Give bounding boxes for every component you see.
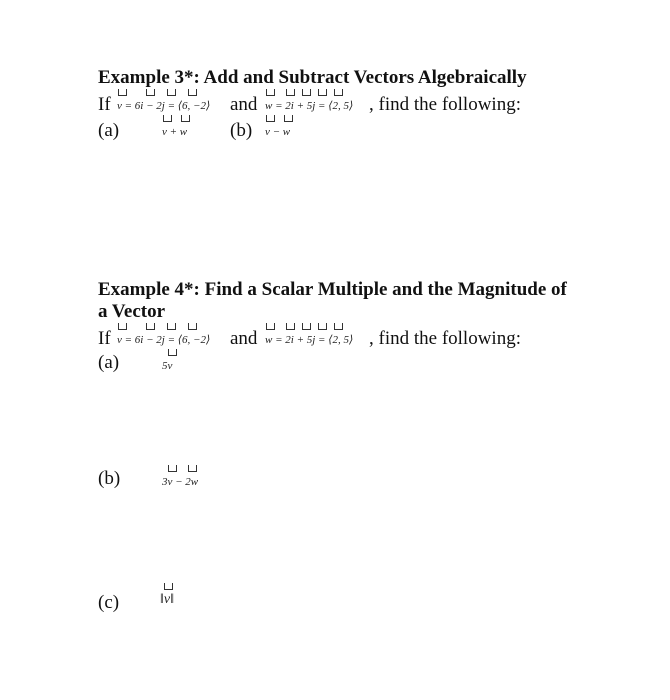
example3-part-b-label: (b): [230, 120, 253, 141]
vector-arrow-placeholders: [117, 323, 198, 330]
example4-if-label: If: [98, 328, 111, 349]
example4-and-label: and: [230, 328, 258, 349]
v-definition-text: v = 6i − 2j = ⟨6, −2⟩: [117, 334, 211, 346]
part-a-expression-text: 5v: [162, 360, 173, 372]
example3-heading: Example 3*: Add and Subtract Vectors Algebraically: [98, 67, 527, 88]
example4-part-b-expression: [162, 472, 198, 490]
part-c-expression-text: ‖v‖: [160, 592, 175, 607]
example4-heading-line2: a Vector: [98, 301, 166, 322]
example3-w-definition: [265, 96, 353, 114]
v-definition-text: v = 6i − 2j = ⟨6, −2⟩: [117, 100, 211, 112]
example4-heading-line1: Example 4*: Find a Scalar Multiple and the Magnitude of: [98, 279, 567, 300]
example3-part-a-expression: [162, 122, 187, 140]
example4-v-definition: [117, 330, 210, 348]
example3-v-definition: [117, 96, 210, 114]
example4-find-text: , find the following:: [369, 328, 521, 349]
example3-part-a-label: (a): [98, 120, 120, 141]
vector-arrow-placeholders: [265, 89, 344, 96]
example3-part-b-expression: [265, 122, 290, 140]
example4-part-a-label: (a): [98, 352, 120, 373]
vector-arrow-placeholders: [265, 323, 344, 330]
example3-if-label: If: [98, 94, 111, 115]
vector-arrow-placeholders: [160, 583, 174, 590]
vector-arrow-placeholders: [265, 115, 294, 122]
example3-and-label: and: [230, 94, 258, 115]
part-a-expression-text: v + w: [162, 126, 188, 138]
example3-find-text: , find the following:: [369, 94, 521, 115]
example4-part-c-expression: [160, 590, 174, 608]
w-definition-text: w = 2i + 5j = ⟨2, 5⟩: [265, 334, 354, 346]
example4-part-a-expression: [162, 356, 172, 374]
vector-arrow-placeholders: [117, 89, 198, 96]
vector-arrow-placeholders: [162, 115, 191, 122]
vector-arrow-placeholders: [162, 465, 198, 472]
example4-part-b-label: (b): [98, 468, 121, 489]
w-definition-text: w = 2i + 5j = ⟨2, 5⟩: [265, 100, 354, 112]
part-b-expression-text: 3v − 2w: [162, 476, 199, 488]
example4-w-definition: [265, 330, 353, 348]
example4-part-c-label: (c): [98, 592, 120, 613]
vector-arrow-placeholders: [162, 349, 178, 356]
part-b-expression-text: v − w: [265, 126, 291, 138]
